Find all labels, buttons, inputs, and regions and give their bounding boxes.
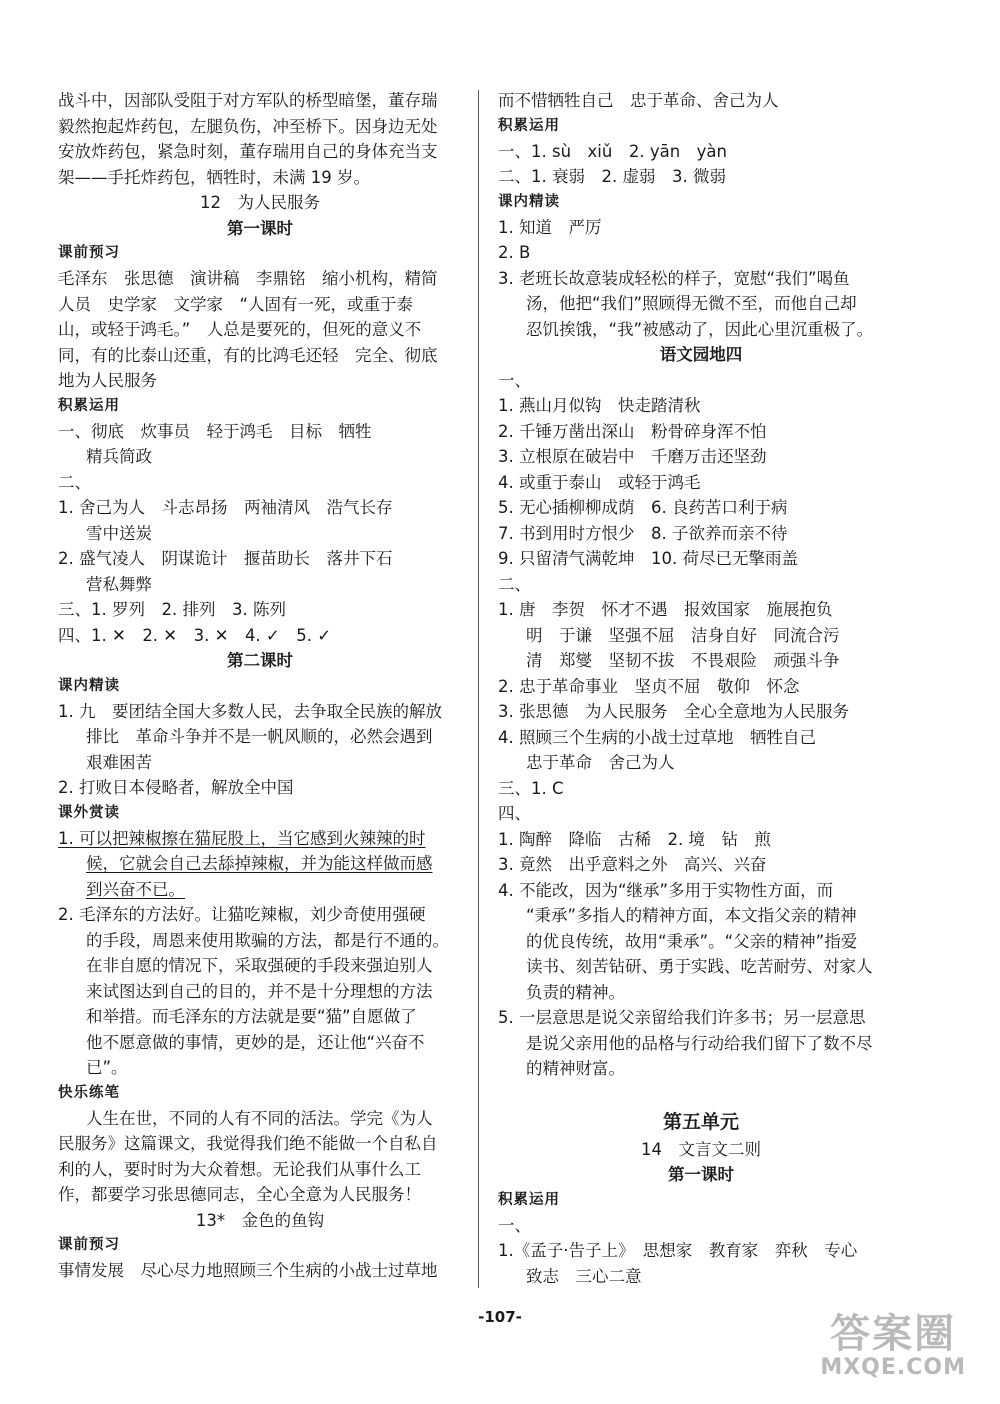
text-line-indented: 在非自愿的情况下，采取强硬的手段来强迫别人 xyxy=(86,956,433,975)
text-line: 5. 无心插柳柳成荫 6. 良药苦口利于病 xyxy=(498,498,788,517)
text-line: 同，有的比泰山还重，有的比鸿毛还轻 完全、彻底 xyxy=(58,345,438,365)
section-title: 第二课时 xyxy=(227,651,293,670)
text-line: 人员 史学家 文学家 “人固有一死，或重于泰 xyxy=(58,294,414,314)
text-line-indented: 的精神财富。 xyxy=(526,1059,625,1078)
section-label: 快乐练笔 xyxy=(58,1084,120,1101)
section-title: 第一课时 xyxy=(227,218,293,238)
text-line: 四、 xyxy=(498,804,531,823)
text-line-indented: 排比 革命斗争并不是一帆风顺的，必然会遇到 xyxy=(86,727,433,746)
text-line: 1. 舍己为人 斗志昂扬 两袖清风 浩气长存 xyxy=(58,498,393,517)
text-line: 3. 立根原在破岩中 千磨万击还坚劲 xyxy=(498,447,767,466)
lesson-title: 13* 金色的鱼钩 xyxy=(195,1210,325,1230)
text-line: 1. 唐 李贺 怀才不遇 报效国家 施展抱负 xyxy=(498,600,833,619)
section-label: 积累运用 xyxy=(498,117,560,134)
text-line: 毅然抱起炸药包，左腿负伤，冲至桥下。因身边无处 xyxy=(58,116,438,136)
text-line: 4. 照顾三个生病的小战士过草地 牺牲自己 xyxy=(498,727,816,747)
text-line: 安放炸药包，紧急时刻，董存瑞用自己的身体充当支 xyxy=(58,142,438,161)
text-line-indented: 是说父亲用他的品格与行动给我们留下了数不尽 xyxy=(526,1033,873,1053)
text-line: 7. 书到用时方恨少 8. 子欲养而亲不待 xyxy=(498,523,788,543)
text-line-indented: 忠于革命 舍己为人 xyxy=(526,753,675,772)
text-line: 利的人，要时时为大众着想。无论我们从事什么工 xyxy=(58,1159,421,1179)
underlined-line: 候，它就会自己去舔掉辣椒，并为能这样做而感 xyxy=(86,854,433,873)
text-line-indented: 致志 三心二意 xyxy=(526,1266,642,1286)
section-label: 积累运用 xyxy=(58,397,120,414)
text-line: 3. 老班长故意装成轻松的样子，宽慰“我们”喝鱼 xyxy=(498,268,850,288)
spacer xyxy=(498,1082,904,1107)
text-line: 事情发展 尽心尽力地照顾三个生病的小战士过草地 xyxy=(58,1261,438,1280)
text-line: 而不惜牺牲自己 忠于革命、舍己为人 xyxy=(498,91,779,110)
section-label: 课前预习 xyxy=(58,245,120,261)
text-line: 民服务》这篇课文，我觉得我们绝不能做一个自私自 xyxy=(58,1134,438,1153)
text-line-indented: 汤，他把“我们”照顾得无微不至，而他自己却 xyxy=(526,294,857,313)
text-line-indented: “秉承”多指人的精神方面，本文指父亲的精神 xyxy=(526,906,857,925)
text-line-indented: 精兵简政 xyxy=(86,447,152,466)
watermark-logo xyxy=(820,1313,966,1380)
text-line-indented: 艰难困苦 xyxy=(86,752,152,772)
text-line: 1.《孟子·告子上》 思想家 教育家 弈秋 专心 xyxy=(498,1241,858,1260)
text-line: 4. 不能改，因为“继承”多用于实物性方面，而 xyxy=(498,880,834,900)
text-line-indented: 读书、刻苦钻研、勇于实践、吃苦耐劳、对家人 xyxy=(526,957,873,976)
text-line: 3. 张思德 为人民服务 全心全意地为人民服务 xyxy=(498,702,849,721)
watermark-title: 答案圈 xyxy=(830,1311,957,1357)
text-line: 一、 xyxy=(498,370,531,390)
text-line: 2. 千锤万凿出深山 粉骨碎身浑不怕 xyxy=(498,421,767,441)
lesson-title: 14 文言文二则 xyxy=(641,1139,761,1159)
section-title: 第一课时 xyxy=(668,1165,734,1184)
lesson-title: 12 为人民服务 xyxy=(200,193,320,212)
text-line: 二、 xyxy=(58,472,91,492)
text-line: 2. 盛气凌人 阴谋诡计 揠苗助长 落井下石 xyxy=(58,549,393,568)
text-line-indented: 负责的精神。 xyxy=(526,982,625,1002)
left-column xyxy=(58,88,462,1284)
text-line: 一、1. sù xiǔ 2. yān yàn xyxy=(498,141,728,161)
text-line: 三、1. 罗列 2. 排列 3. 陈列 xyxy=(58,600,286,619)
text-line: 一、 xyxy=(498,1215,531,1235)
text-line-indented: 明 于谦 坚强不屈 洁身自好 同流合污 xyxy=(526,625,840,645)
text-line-indented: 他不愿意做的事情，更妙的是，还让他“兴奋不 xyxy=(86,1032,425,1052)
text-line-indented: 雪中送炭 xyxy=(86,523,152,543)
text-line: 作，都要学习张思德同志，全心全意为人民服务！ xyxy=(58,1185,421,1204)
text-line-indented: 人生在世，不同的人有不同的活法。学完《为人 xyxy=(86,1108,433,1128)
text-line: 2. 打败日本侵略者，解放全中国 xyxy=(58,778,294,797)
text-line-indented: 清 郑燮 坚韧不拔 不畏艰险 顽强斗争 xyxy=(526,651,840,670)
text-line-indented: 的优良传统，故用“秉承”。“父亲的精神”指爱 xyxy=(526,931,858,951)
right-column xyxy=(498,88,904,1289)
text-line: 二、1. 衰弱 2. 虚弱 3. 微弱 xyxy=(498,167,726,186)
text-line: 3. 竟然 出乎意料之外 高兴、兴奋 xyxy=(498,855,767,874)
text-line: 战斗中，因部队受阻于对方军队的桥型暗堡，董存瑞 xyxy=(58,91,438,110)
text-line: 毛泽东 张思德 演讲稿 李鼎铭 缩小机构，精简 xyxy=(58,269,438,288)
section-title: 语文园地四 xyxy=(659,345,743,364)
section-label: 积累运用 xyxy=(498,1191,560,1208)
underlined-line: 1. 可以把辣椒擦在猫屁股上，当它感到火辣辣的时 xyxy=(58,828,426,848)
text-line: 1. 九 要团结全国大多数人民，去争取全民族的解放 xyxy=(58,701,442,721)
underlined-line: 到兴奋不已。 xyxy=(86,879,185,899)
text-line: 四、1. ✕ 2. ✕ 3. ✕ 4. ✓ 5. ✓ xyxy=(58,625,332,645)
text-line: 一、彻底 炊事员 轻于鸿毛 目标 牺牲 xyxy=(58,421,372,441)
text-line-indented: 的手段，周恩来使用欺骗的方法，都是行不通的。 xyxy=(86,930,449,950)
text-line: 三、1. C xyxy=(498,778,564,798)
text-line: 4. 或重于泰山 或轻于鸿毛 xyxy=(498,472,701,492)
text-line-indented: 营私舞弊 xyxy=(86,574,152,594)
section-label: 课内精读 xyxy=(58,677,120,694)
section-label: 课外赏读 xyxy=(58,804,120,821)
text-line: 2. 忠于革命事业 坚贞不屈 敬仰 怀念 xyxy=(498,676,800,696)
text-line: 5. 一层意思是说父亲留给我们许多书；另一层意思 xyxy=(498,1008,866,1027)
column-divider xyxy=(478,90,479,1288)
unit-title: 第五单元 xyxy=(662,1110,739,1133)
section-label: 课内精读 xyxy=(498,193,560,210)
watermark-url: MXQE.COM xyxy=(820,1355,966,1380)
text-line: 1. 知道 严厉 xyxy=(498,217,602,237)
text-line: 2. B xyxy=(498,243,531,262)
text-line-indented: 已”。 xyxy=(86,1058,128,1077)
text-line: 1. 燕山月似钩 快走踏清秋 xyxy=(498,396,701,415)
text-line-indented: 来试图达到自己的目的，并不是十分理想的方法 xyxy=(86,981,433,1001)
page-number: -107- xyxy=(478,1308,522,1326)
text-line: 架——手托炸药包，牺牲时，未满 19 岁。 xyxy=(58,167,370,187)
text-line: 2. 毛泽东的方法好。让猫吃辣椒，刘少奇使用强硬 xyxy=(58,905,426,924)
section-label: 课前预习 xyxy=(58,1237,120,1253)
text-line: 山，或轻于鸿毛。” 人总是要死的，但死的意义不 xyxy=(58,320,422,339)
text-line: 1. 陶醉 降临 古稀 2. 境 钻 煎 xyxy=(498,829,771,849)
text-line-indented: 和举措。而毛泽东的方法就是要“猫”自愿做了 xyxy=(86,1007,417,1026)
text-line: 9. 只留清气满乾坤 10. 荷尽已无擎雨盖 xyxy=(498,549,798,568)
text-line: 二、 xyxy=(498,574,531,594)
text-line-indented: 忍饥挨饿，“我”被感动了，因此心里沉重极了。 xyxy=(526,319,874,339)
text-line: 地为人民服务 xyxy=(58,371,157,390)
